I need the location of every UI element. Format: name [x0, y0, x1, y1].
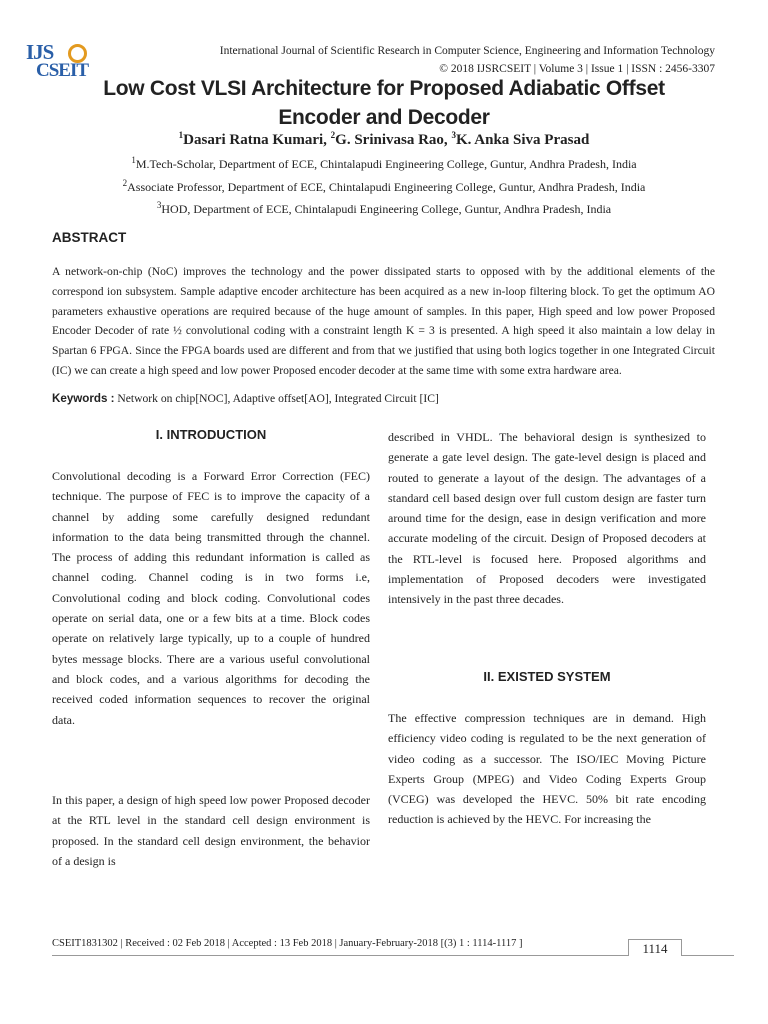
journal-logo: IJS CSEIT — [26, 40, 89, 81]
paragraph: In this paper, a design of high speed low power Proposed decoder at the RTL level in the standard cell design environment is proposed. In the standard cell design environment, the behavior of a design is — [52, 793, 370, 868]
affiliations — [0, 151, 768, 219]
author: Dasari Ratna Kumari, — [183, 132, 331, 148]
authors: $^1$Dasari Ratna Kumari, $^2$G. Srinivasa Rao, $^3$K. Anka Siva Prasad — [178, 130, 590, 148]
journal-name: International Journal of Scientific Research in Computer Science, Engineering and Information Technology — [219, 45, 715, 57]
section-heading-existed-system: II. EXISTED SYSTEM — [483, 669, 611, 684]
author: K. Anka Siva Prasad — [455, 132, 590, 148]
affiliation: $^2$Associate Professor, Department of ECE, Chintalapudi Engineering College, Guntur, Andhra Pradesh, India — [122, 177, 646, 194]
paragraph: described in VHDL. The behavioral design is synthesized to generate a gate level design. The gate-level design is placed and routed to generate a layout of the design. The advantages of a standard cell based design over full custom design are faster turn around time for the design, ease in design verification and more accurate modeling of the circuit. Design of Proposed decoders at the RTL-level is focused here. Proposed algorithms and implementation of Proposed decoders were investigated intensively in the past three decades. — [388, 430, 706, 607]
footer-citation: CSEIT1831302 | Received : 02 Feb 2018 | Accepted : 13 Feb 2018 | January-February-2018 [(3) 1 : 1114-1117 ] — [52, 938, 523, 949]
page-number: 1114 — [628, 939, 682, 956]
paragraph: Convolutional decoding is a Forward Error Correction (FEC) technique. The purpose of FEC is to improve the capacity of a channel by adding some carefully designed redundant information to the data being transmitted through the channel. The process of adding this redundant information is called as channel coding. Channel coding is in two forms i.e, Convolutional coding and block coding. Convolutional codes operate on serial data, one or a few bits at a time. Block codes operate on relatively large typically, up to a couple of hundred bytes message blocks. There are a various useful convolutional and block codes, and a various algorithms for decoding the received coded information sequences to recover the original data. — [52, 469, 370, 727]
paragraph: The effective compression techniques are in demand. High efficiency video coding is regulated to be the next generation of video coding as a successor. The ISO/IEC Moving Picture Experts Group (MPEG) and Video Coding Experts Group (VCEG) was developed the HEVC. 50% bit rate encoding reduction is achieved by the HEVC. For increasing the — [388, 711, 706, 827]
keywords: Keywords : Network on chip[NOC], Adaptive offset[AO], Integrated Circuit [IC] — [52, 392, 439, 405]
section-heading-introduction: I. INTRODUCTION — [155, 427, 267, 442]
abstract-heading: ABSTRACT — [52, 230, 127, 245]
abstract-text: A network-on-chip (NoC) improves the technology and the power dissipated starts to opposed with by the additional elements of the correspond ion subsystem. Sample adaptive encoder architecture has been acquired as a new in-loop filtering block. To get the optimum AO parameters exhaustive operations are required because of the huge amount of samples. In this paper, High speed and low power Proposed Encoder Decoder of rate ½ convolutional coding with a constraint length K = 3 is presented. A high speed it also maintain a low delay in Spartan 6 FPGA. Since the FPGA boards used are different and from that we justified that using both logics together in one Integrated Circuit (IC) we can create a high speed and low power Proposed encoder decoder at the same time with some extra hardware area. — [52, 265, 715, 377]
journal-header — [120, 42, 715, 78]
affiliation: $^3$HOD, Department of ECE, Chintalapudi Engineering College, Guntur, Andhra Pradesh, India — [156, 200, 612, 216]
journal-issue: © 2018 IJSRCSEIT | Volume 3 | Issue 1 | ISSN : 2456-3307 — [439, 63, 715, 75]
affiliation: $^1$M.Tech-Scholar, Department of ECE, Chintalapudi Engineering College, Guntur, Andhra Pradesh, India — [131, 155, 637, 171]
author: G. Srinivasa Rao, — [335, 132, 452, 148]
paper-title: Low Cost VLSI Architecture for Proposed Adiabatic Offset Encoder and Decoder — [103, 77, 665, 129]
